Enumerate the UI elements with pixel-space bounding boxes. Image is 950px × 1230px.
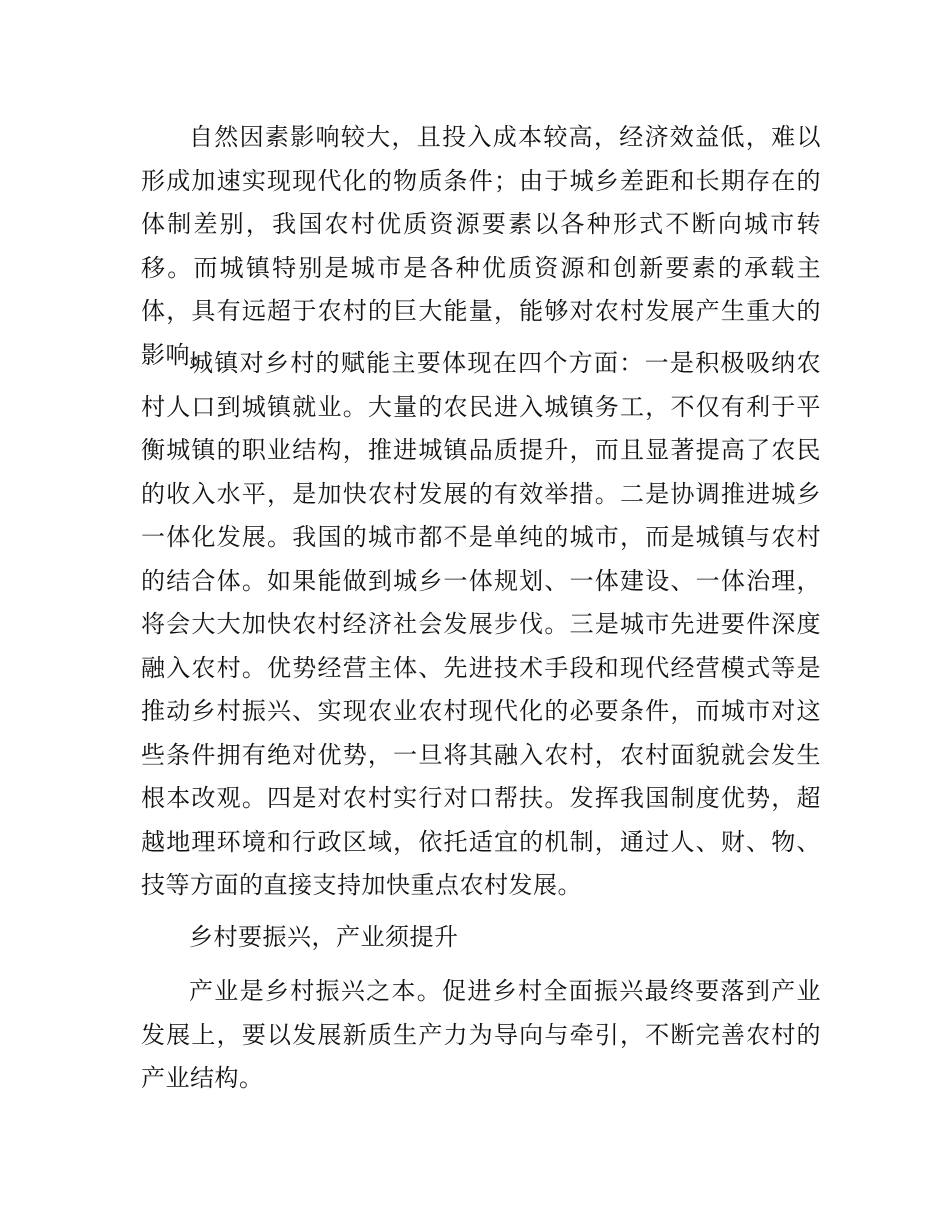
section-heading: 乡村要振兴，产业须提升 [189, 923, 459, 951]
paragraph-3: 产业是乡村振兴之本。促进乡村全面振兴最终要落到产业发展上，要以发展新质生产力为导向与牵引，不断完善农村的产业结构。 [141, 977, 821, 1092]
paragraph-1: 自然因素影响较大，且投入成本较高，经济效益低，难以形成加速实现现代化的物质条件；由于城乡差距和长期存在的体制差别，我国农村优质资源要素以各种形式不断向城市转移。而城镇特别是城市是各种优质资源和创新要素的承载主体，具有远超于农村的巨大能量，能够对农村发展产生重大的影响。 [141, 123, 821, 369]
paragraph-2: 城镇对乡村的赋能主要体现在四个方面：一是积极吸纳农村人口到城镇就业。大量的农民进入城镇务工，不仅有利于平衡城镇的职业结构，推进城镇品质提升，而且显著提高了农民的收入水平，是加快农村发展的有效举措。二是协调推进城乡一体化发展。我国的城市都不是单纯的城市，而是城镇与农村的结合体。如果能做到城乡一体规划、一体建设、一体治理，将会大大加快农村经济社会发展步伐。三是城市先进要件深度融入农村。优势经营主体、先进技术手段和现代经营模式等是推动乡村振兴、实现农业农村现代化的必要条件，而城市对这些条件拥有绝对优势，一旦将其融入农村，农村面貌就会发生根本改观。四是对农村实行对口帮扶。发挥我国制度优势，超越地理环境和行政区域，依托适宜的机制，通过人、财、物、技等方面的直接支持加快重点农村发展。 [141, 349, 821, 899]
